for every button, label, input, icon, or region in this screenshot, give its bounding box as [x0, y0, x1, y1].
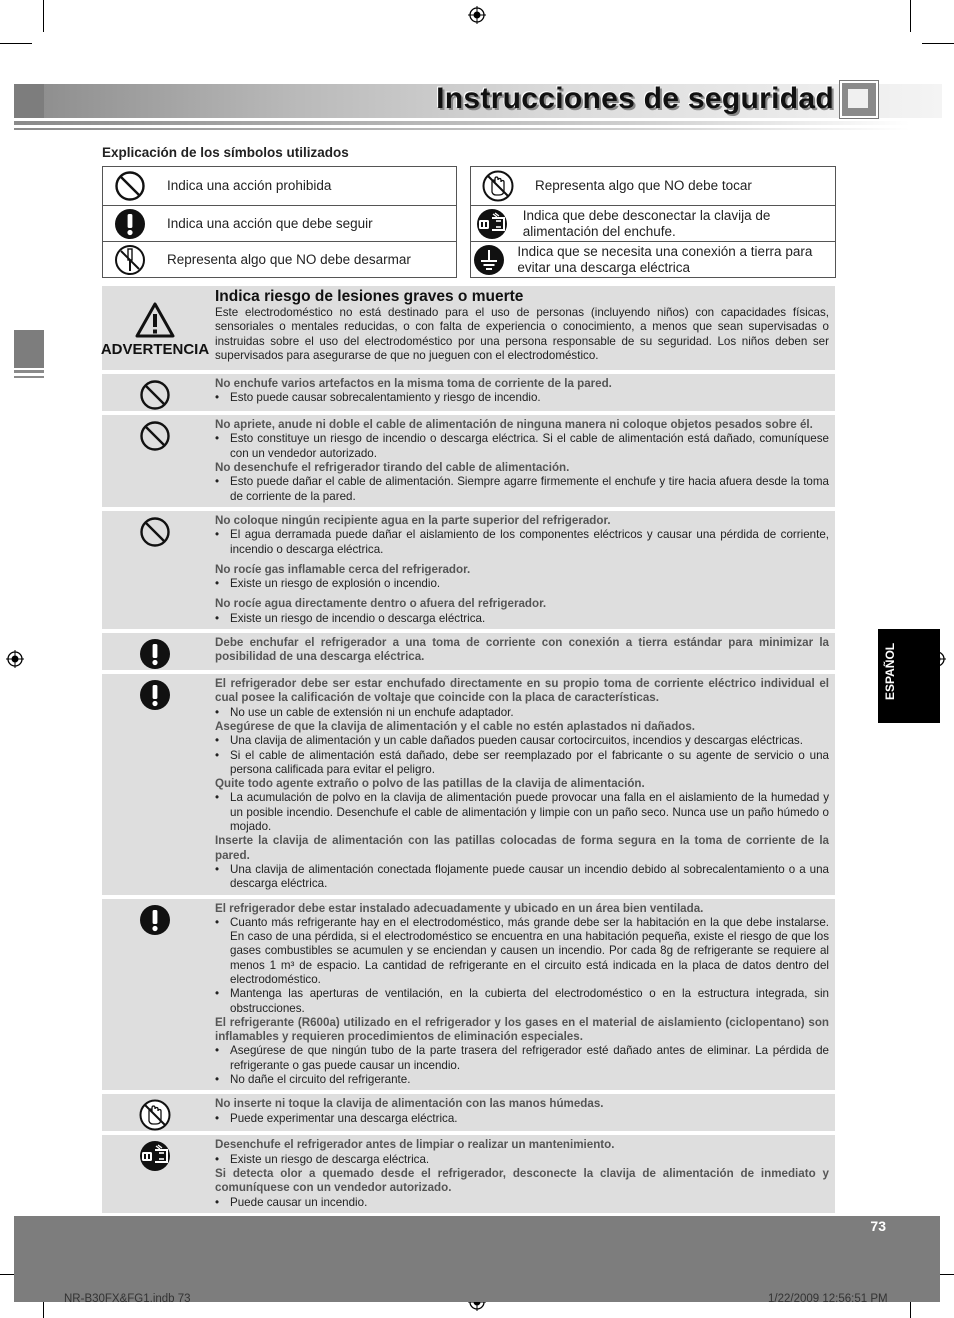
bullet-icon: • [215, 1152, 220, 1166]
warning-heading: No desenchufe el refrigerador tirando del cable de alimentación. [215, 461, 570, 475]
bullet-text: La acumulación de polvo en la clavija de alimentación puede provocar una falla en el aislamiento de la humedad y un posible incendio. Desenchufe el cable de alimentación y limpie con un paño seco. Nunca use un paño húmedo o mojado. [230, 791, 829, 834]
warning-heading: No coloque ningún recipiente agua en la parte superior del refrigerador. [215, 513, 611, 527]
crop-mark [43, 0, 44, 32]
bullet-item [215, 791, 829, 834]
warning-heading: Quite todo agente extraño o polvo de las patillas de la clavija de alimentación. [215, 777, 645, 791]
symbol-row [471, 167, 835, 205]
warning-title: Indica riesgo de lesiones graves o muerte [215, 288, 524, 305]
crop-mark [922, 43, 954, 44]
symbol-description: Representa algo que NO debe desarmar [167, 251, 411, 267]
unplug-icon [102, 1135, 208, 1212]
language-tab-label: ESPAÑOL [883, 642, 897, 700]
warning-heading: El refrigerador debe estar instalado adecuadamente y ubicado en un área bien ventilada. [215, 901, 704, 915]
bullet-text: Puede experimentar una descarga eléctrica. [230, 1111, 458, 1125]
prohibited-icon [103, 170, 157, 202]
warning-heading: El refrigerador debe ser estar enchufado directamente en su propio toma de corriente eléctrico individual el cual posee la calificación de voltaje que coincide con la placa de características. [215, 677, 829, 705]
bullet-icon: • [215, 528, 220, 542]
bullet-icon: • [215, 705, 220, 719]
warning-heading: No rocíe gas inflamable cerca del refrigerador. [215, 562, 471, 576]
symbols-heading: Explicación de los símbolos utilizados [102, 145, 349, 160]
bullet-icon: • [215, 1111, 220, 1125]
symbol-description: Indica que se necesita una conexión a tierra para evitar una descarga eléctrica [517, 243, 813, 275]
warnings-section [102, 286, 835, 1217]
warning-heading: No enchufe varios artefactos en la misma toma de corriente de la pared. [215, 377, 612, 391]
warning-row [102, 374, 835, 411]
bullet-text: Cuanto más refrigerante hay en el electrodoméstico, más grande debe ser la habitación en la que debe instalarse. En caso de una pérdida, si el electrodoméstico se encuentra en una habitación pequeña, existe el riesgo de que los gases combustibles se acumulen y se enciendan y causen un incendio. Por cada 8g de refrigerante se requiere al menos 1 m³ de espacio. La cantidad de refrigerante en el circuito está indicada en la placa de datos dentro del electrodoméstico. [230, 915, 829, 986]
warning-heading: Debe enchufar el refrigerador a una toma de corriente con conexión a tierra estándar para minimizar la posibilidad de una descarga eléctrica. [215, 636, 829, 664]
symbols-table-left [102, 166, 457, 278]
warning-row [102, 415, 835, 507]
bullet-item [215, 987, 829, 1016]
title-square-icon [840, 81, 878, 118]
bottom-bar [14, 1216, 940, 1302]
bullet-text: Esto puede dañar el cable de alimentación. Siempre agarre firmemente el enchufe y tire hacia afuera desde la toma de corriente de la pared. [230, 475, 829, 503]
prohibited-icon [102, 415, 208, 507]
bullet-icon: • [215, 432, 220, 446]
bullet-text: Esto constituye un riesgo de incendio o descarga eléctrica. Si el cable de alimentación está dañado, comuníquese con un vendedor autorizado. [230, 432, 829, 460]
warning-heading: El refrigerante (R600a) utilizado en el refrigerador y los gases en el material de aislamiento (ciclopentano) son inflamables y requieren procedimientos de eliminación especiales. [215, 1015, 829, 1044]
symbol-row [103, 167, 456, 205]
mandatory-icon [102, 899, 208, 1091]
warning-body: Este electrodoméstico no está destinado para el uso de personas (incluyendo niños) con capacidades físicas, sensoriales o mentales reducidas, o con falta de experiencia o conocimiento, a menos que sean supervisadas o instruidas sobre el uso del electrodoméstico por una persona responsable de su seguridad. Los niños deben ser supervisados para asegurarse de que no jueguen con el electrodoméstico. [215, 306, 829, 362]
title-underline [14, 121, 910, 125]
bullet-text: Mantenga las aperturas de ventilación, en la cubierta del electrodoméstico o en la estructura integrada, sin obstrucciones. [230, 987, 829, 1015]
warning-row [102, 511, 835, 629]
warning-heading: Si detecta olor a quemado desde el refrigerador, desconecte la clavija de alimentación de inmediato y comuníquese con un vendedor autorizado. [215, 1166, 829, 1195]
bullet-icon: • [215, 475, 220, 489]
bullet-icon: • [215, 987, 220, 1001]
bullet-item [215, 528, 829, 557]
bullet-text: Una clavija de alimentación y un cable dañados pueden causar cortocircuitos, incendios y descargas eléctricas. [230, 734, 803, 748]
bullet-icon: • [215, 577, 220, 591]
footer-file-name: NR-B30FX&FG1.indb 73 [64, 1293, 191, 1305]
bullet-icon: • [215, 748, 220, 762]
bullet-text: Asegúrese de que ningún tubo de la parte trasera del refrigerador esté dañado antes de eliminar. La pérdida de refrigerante o gas puede causar un incendio. [230, 1044, 829, 1072]
bullet-item [215, 749, 829, 778]
warning-heading: No inserte ni toque la clavija de alimentación con las manos húmedas. [215, 1097, 604, 1111]
bullet-item [215, 612, 829, 626]
warning-header [102, 286, 835, 370]
symbol-description: Representa algo que NO debe tocar [535, 178, 752, 193]
bullet-item [215, 1112, 829, 1126]
bullet-item [215, 1196, 829, 1210]
bullet-item [215, 1073, 829, 1087]
bullet-item [215, 916, 829, 987]
symbol-row [103, 241, 456, 277]
mandatory-icon [102, 633, 208, 670]
symbols-table-right [470, 166, 836, 278]
bullet-icon: • [215, 1195, 220, 1209]
bullet-text: Puede causar un incendio. [230, 1195, 368, 1209]
bullet-item [215, 1153, 829, 1167]
bullet-text: El agua derramada puede dañar el aislamiento de los componentes eléctricos y causar una pérdida de corriente, incendio o descarga eléctrica. [230, 528, 829, 556]
bullet-item [215, 734, 829, 748]
bullet-item [215, 863, 829, 892]
unplug-icon [471, 208, 513, 240]
warning-heading: No apriete, anude ni doble el cable de alimentación de ninguna manera ni coloque objetos pesados sobre él. [215, 418, 813, 432]
warning-heading: Desenchufe el refrigerador antes de limpiar o realizar un mantenimiento. [215, 1138, 615, 1152]
bullet-text: Si el cable de alimentación está dañado, debe ser reemplazado por el fabricante o su agente de servicio o una persona calificada para evitar el peligro. [230, 748, 829, 776]
bullet-icon: • [215, 734, 220, 748]
warning-row [102, 1135, 835, 1212]
bullet-text: Una clavija de alimentación conectada flojamente puede causar un incendio debido al sobrecalentamiento o a una descarga eléctrica. [230, 862, 829, 891]
bullet-item [215, 1044, 829, 1073]
page-number: 73 [870, 1218, 886, 1234]
bullet-text: Existe un riesgo de descarga eléctrica. [230, 1152, 430, 1166]
symbol-row [471, 205, 835, 241]
registration-mark-icon [6, 650, 24, 668]
bullet-item [215, 577, 829, 591]
bullet-icon: • [215, 915, 220, 929]
bullet-item [215, 706, 829, 720]
prohibited-icon [102, 374, 208, 411]
title-underline [14, 128, 910, 130]
mandatory-icon [103, 208, 157, 240]
page-title: Instrucciones de seguridad [436, 82, 834, 115]
bullet-icon: • [215, 611, 220, 625]
side-marker [14, 330, 44, 368]
bullet-icon: • [215, 1073, 220, 1087]
bullet-text: Existe un riesgo de explosión o incendio. [230, 577, 441, 591]
symbol-row [471, 241, 835, 277]
symbol-description: Indica que debe desconectar la clavija de alimentación del enchufe. [522, 207, 771, 239]
warning-row [102, 674, 835, 894]
symbol-description: Indica una acción prohibida [167, 178, 332, 193]
warning-row [102, 633, 835, 670]
mandatory-icon [102, 674, 208, 894]
symbol-row [103, 205, 456, 241]
footer-timestamp: 1/22/2009 12:56:51 PM [768, 1293, 888, 1305]
prohibited-icon [102, 511, 208, 629]
warning-label-block [102, 286, 208, 366]
bullet-item [215, 432, 829, 461]
warning-heading: Asegúrese de que la clavija de alimentación y el cable no estén aplastados ni dañados. [215, 719, 696, 733]
side-marker-line [14, 376, 44, 378]
warning-heading: Inserte la clavija de alimentación con las patillas colocadas de forma segura en la toma de corriente de la pared. [215, 834, 829, 862]
warning-triangle-icon [135, 302, 175, 338]
do-not-touch-icon [471, 170, 525, 202]
bullet-icon: • [215, 791, 220, 805]
bullet-icon: • [215, 1044, 220, 1058]
bullet-text: No use un cable de extensión ni un enchufe adaptador. [230, 705, 514, 719]
do-not-disassemble-icon [103, 244, 157, 276]
bullet-item [215, 391, 829, 405]
registration-mark-icon [468, 6, 486, 24]
bullet-text: No dañe el circuito del refrigerante. [230, 1073, 411, 1087]
bullet-icon: • [215, 862, 220, 876]
crop-mark [910, 0, 911, 32]
symbol-description: Indica una acción que debe seguir [167, 215, 373, 231]
bullet-icon: • [215, 391, 220, 405]
warning-row [102, 899, 835, 1091]
warning-row [102, 1094, 835, 1131]
bullet-item [215, 475, 829, 504]
ground-icon [471, 244, 507, 276]
warning-heading: No rocíe agua directamente dentro o afuera del refrigerador. [215, 597, 547, 611]
side-marker-line [14, 370, 44, 373]
bullet-text: Esto puede causar sobrecalentamiento y riesgo de incendio. [230, 391, 541, 405]
do-not-touch-icon [102, 1094, 208, 1131]
bullet-text: Existe un riesgo de incendio o descarga eléctrica. [230, 611, 486, 625]
crop-mark [0, 43, 32, 44]
warning-label: ADVERTENCIA [100, 341, 210, 359]
